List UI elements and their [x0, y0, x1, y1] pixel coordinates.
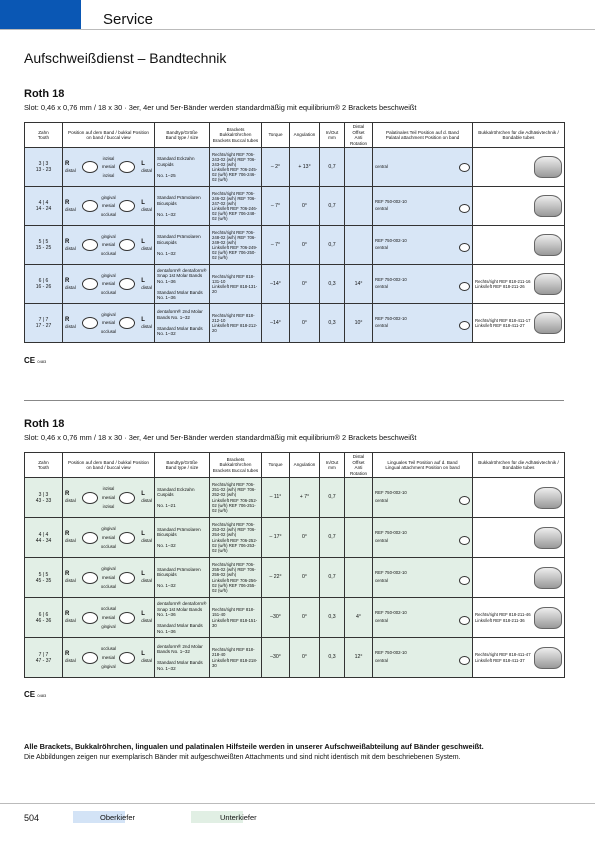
tooth-cell: 3 | 3 43 - 33: [25, 478, 63, 518]
tooth-cell: 7 | 7 47 - 37: [25, 638, 63, 678]
illustration-note: Die Abbildungen zeigen nur exemplarisch Bänder mit aufgeschweißten Attachments und sind nicht identisch mit dem beschriebenen System.: [24, 754, 461, 761]
inout-cell: 0,3: [320, 598, 345, 638]
tooth-shape-icon: [82, 652, 98, 664]
band-photo-icon: [534, 312, 562, 334]
band-photo-icon: [534, 156, 562, 178]
inout-cell: 0,7: [320, 226, 345, 265]
brackets-cell: Rechts/right REF 706-253-02 (w/h) REF 706-254-02 (w/h) Links/left REF 706-252-02 (w/h) REF 706-253-02 (w/h): [210, 518, 262, 558]
band-cell: Standard Prämolaren Bicuspids No. 1–32: [155, 187, 210, 226]
brackets-cell: Rechts/right REF 818-212-10 Links/left REF 818-212-20: [210, 304, 262, 343]
torque-cell: – 11°: [262, 478, 290, 518]
legend-lower-label: Unterkiefer: [220, 813, 257, 822]
lingual-cell: REF 750-002-10 central: [373, 478, 473, 518]
lingual-cell: REF 750-002-10 central: [373, 558, 473, 598]
tooth-shape-icon: [119, 612, 135, 624]
band-cell: Standard Prämolaren Bicuspids No. 1–32: [155, 558, 210, 598]
tooth-cell: 5 | 5 15 - 25: [25, 226, 63, 265]
tooth-cell: 3 | 3 13 - 23: [25, 148, 63, 187]
tooth-shape-icon: [119, 200, 135, 212]
offset-cell: [345, 478, 373, 518]
tooth-cell: 7 | 7 17 - 27: [25, 304, 63, 343]
upper-jaw-table: [24, 122, 565, 343]
band-cell: Standard Prämolaren Bicuspids No. 1–32: [155, 518, 210, 558]
tooth-shape-icon: [82, 278, 98, 290]
inout-cell: 0,7: [320, 478, 345, 518]
tooth-shape-icon: [82, 492, 98, 504]
attachment-icon: [459, 321, 470, 330]
inout-cell: 0,3: [320, 638, 345, 678]
angulation-cell: 0°: [290, 558, 320, 598]
lingual-cell: REF 750-002-10 central: [373, 518, 473, 558]
angulation-cell: + 13°: [290, 148, 320, 187]
offset-cell: [345, 518, 373, 558]
band-photo-icon: [534, 607, 562, 629]
attachment-icon: [459, 616, 470, 625]
position-cell: gingival R distal mesial L distal occlusal: [63, 265, 155, 304]
brackets-cell: Rechts/right REF 706-246-02 (w/h) REF 706-247-02 (w/h) Links/left REF 706-246-02 (w/h) REF 706-248-02 (w/h): [210, 187, 262, 226]
page-number: 504: [24, 813, 40, 823]
brackets-cell: Rechts/right REF 818-218-40 Links/left REF 818-218-30: [210, 638, 262, 678]
table-row: [25, 265, 565, 304]
table-header-row: [25, 453, 565, 478]
bottom-divider: [0, 803, 595, 804]
table-heading-lower: Roth 18: [24, 418, 65, 430]
position-cell: occlusal R distal mesial L distal gingival: [63, 598, 155, 638]
tooth-shape-icon: [82, 161, 98, 173]
torque-cell: –30°: [262, 638, 290, 678]
offset-cell: 10°: [345, 304, 373, 343]
tooth-shape-icon: [119, 652, 135, 664]
bondable-cell: Rechts/right REF 818-411-17 Links/left REF 818-411-27: [473, 304, 565, 343]
angulation-cell: + 7°: [290, 478, 320, 518]
brackets-cell: Rechts/right REF 818-131-10 Links/left REF 818-131-20: [210, 265, 262, 304]
ce-mark-lower: CE 0483: [24, 690, 47, 699]
col-band: Bandtyp/Größe Band type / size: [155, 123, 210, 148]
table-heading-upper: Roth 18: [24, 88, 65, 100]
table-row: [25, 478, 565, 518]
offset-cell: 12°: [345, 638, 373, 678]
tooth-shape-icon: [82, 239, 98, 251]
offset-cell: 4°: [345, 598, 373, 638]
lingual-cell: central: [373, 148, 473, 187]
attachment-icon: [459, 204, 470, 213]
angulation-cell: 0°: [290, 304, 320, 343]
attachment-icon: [459, 536, 470, 545]
position-cell: inzisal R distal mesial L distal inzisal: [63, 478, 155, 518]
section-title: Service: [103, 11, 154, 28]
brackets-cell: Rechts/right REF 706-255-02 (w/h) REF 706-256-02 (w/h) Links/left REF 706-256-02 (w/h) REF 706-255-02 (w/h): [210, 558, 262, 598]
col-offset: Distal Offset Anti Rotation: [345, 453, 373, 478]
bondable-cell: Rechts/right REF 818-211-16 Links/left REF 818-211-26: [473, 265, 565, 304]
torque-cell: – 17°: [262, 518, 290, 558]
torque-cell: – 22°: [262, 558, 290, 598]
band-photo-icon: [534, 647, 562, 669]
tooth-shape-icon: [82, 572, 98, 584]
page-title: Aufschweißdienst – Bandtechnik: [24, 50, 227, 66]
table-row: [25, 598, 565, 638]
torque-cell: – 2°: [262, 148, 290, 187]
col-torque: Torque: [262, 453, 290, 478]
bondable-cell: [473, 148, 565, 187]
table-row: [25, 558, 565, 598]
tooth-shape-icon: [119, 572, 135, 584]
tooth-shape-icon: [119, 161, 135, 173]
brackets-cell: Rechts/right REF 706-251-02 (w/h) REF 706-252-02 (w/h) Links/left REF 706-252-02 (w/h) REF 706-251-02 (w/h): [210, 478, 262, 518]
lingual-cell: REF 750-002-10 central: [373, 265, 473, 304]
band-cell: dentaform® dentaform® Snap 1st Molar Bands No. 1–36 Standard Molar Bands No. 1–36: [155, 598, 210, 638]
table-row: [25, 638, 565, 678]
band-cell: dentaform® 2nd Molar Bands No. 1–32 Standard Molar Bands No. 1–32: [155, 638, 210, 678]
col-tooth: Zahn Tooth: [25, 123, 63, 148]
table-row: [25, 304, 565, 343]
position-cell: inzisal R distal mesial L distal inzisal: [63, 148, 155, 187]
angulation-cell: 0°: [290, 518, 320, 558]
table-row: [25, 148, 565, 187]
bondable-cell: Rechts/right REF 818-211-46 Links/left REF 818-211-36: [473, 598, 565, 638]
band-cell: Standard Eckzahn Cuspids No. 1–25: [155, 148, 210, 187]
offset-cell: [345, 148, 373, 187]
attachment-icon: [459, 576, 470, 585]
tooth-shape-icon: [119, 239, 135, 251]
position-cell: gingival R distal mesial L distal occlusal: [63, 558, 155, 598]
top-divider: [0, 29, 595, 30]
offset-cell: [345, 226, 373, 265]
tooth-shape-icon: [82, 612, 98, 624]
brackets-cell: Rechts/right REF 818-151-40 Links/left REF 818-151-30: [210, 598, 262, 638]
tooth-cell: 4 | 4 44 - 34: [25, 518, 63, 558]
lingual-cell: REF 750-002-10 central: [373, 304, 473, 343]
table-row: [25, 187, 565, 226]
col-inout: In/Out mm: [320, 123, 345, 148]
col-band: Bandtyp/Größe Band type / size: [155, 453, 210, 478]
torque-cell: –14°: [262, 304, 290, 343]
band-photo-icon: [534, 273, 562, 295]
col-torque: Torque: [262, 123, 290, 148]
angulation-cell: 0°: [290, 265, 320, 304]
offset-cell: 14°: [345, 265, 373, 304]
col-brackets: Brackets Bukkalröhrchen Brackets Buccal tubes: [210, 123, 262, 148]
position-cell: gingival R distal mesial L distal occlusal: [63, 226, 155, 265]
welding-note: Alle Brackets, Bukkalröhrchen, lingualen und palatinalen Hilfsteile werden in unserer Aufschweißabteilung auf Bänder geschweißt.: [24, 742, 484, 751]
legend-upper-label: Oberkiefer: [100, 813, 136, 822]
angulation-cell: 0°: [290, 638, 320, 678]
inout-cell: 0,7: [320, 187, 345, 226]
band-photo-icon: [534, 487, 562, 509]
col-bondable: Bukkalröhrchen für die Adhäsivtechnik / Bondable tubes: [473, 123, 565, 148]
attachment-icon: [459, 656, 470, 665]
table-row: [25, 518, 565, 558]
inout-cell: 0,3: [320, 265, 345, 304]
band-cell: dentaform® 2nd Molar Bands No. 1–32 Standard Molar Bands No. 1–32: [155, 304, 210, 343]
band-cell: Standard Prämolaren Bicuspids No. 1–32: [155, 226, 210, 265]
band-photo-icon: [534, 527, 562, 549]
slot-info-lower: Slot: 0,46 x 0,76 mm / 18 x 30 · 3er, 4er und 5er-Bänder werden standardmäßig mit equilibrium® 2 Brackets beschweißt: [24, 433, 417, 442]
attachment-icon: [459, 243, 470, 252]
position-cell: gingival R distal mesial L distal occlusal: [63, 304, 155, 343]
tooth-shape-icon: [119, 278, 135, 290]
bondable-cell: [473, 187, 565, 226]
inout-cell: 0,7: [320, 558, 345, 598]
torque-cell: – 7°: [262, 187, 290, 226]
col-bondable: Bukkalröhrchen für die Adhäsivtechnik / Bondable tubes: [473, 453, 565, 478]
attachment-icon: [459, 282, 470, 291]
inout-cell: 0,3: [320, 304, 345, 343]
col-tooth: Zahn Tooth: [25, 453, 63, 478]
offset-cell: [345, 558, 373, 598]
tooth-cell: 5 | 5 45 - 35: [25, 558, 63, 598]
band-photo-icon: [534, 567, 562, 589]
tooth-cell: 6 | 6 16 - 26: [25, 265, 63, 304]
lingual-cell: REF 750-002-10 central: [373, 226, 473, 265]
section-tab: [0, 0, 81, 29]
bondable-cell: [473, 518, 565, 558]
tooth-shape-icon: [82, 532, 98, 544]
col-position: Position auf dem Band / bukkal Position on band / buccal view: [63, 123, 155, 148]
table-header-row: [25, 123, 565, 148]
lingual-cell: REF 750-002-10 central: [373, 638, 473, 678]
col-inout: In/Out mm: [320, 453, 345, 478]
tooth-shape-icon: [119, 492, 135, 504]
offset-cell: [345, 187, 373, 226]
angulation-cell: 0°: [290, 187, 320, 226]
angulation-cell: 0°: [290, 226, 320, 265]
table-row: [25, 226, 565, 265]
position-cell: occlusal R distal mesial L distal gingival: [63, 638, 155, 678]
col-offset: Distal Offset Anti Rotation: [345, 123, 373, 148]
angulation-cell: 0°: [290, 598, 320, 638]
col-position: Position auf dem Band / bukkal Position on band / buccal view: [63, 453, 155, 478]
col-lingual: Palatinales Teil Position auf d. Band Palatal attachment Position on band: [373, 123, 473, 148]
torque-cell: – 7°: [262, 226, 290, 265]
attachment-icon: [459, 496, 470, 505]
tooth-shape-icon: [82, 200, 98, 212]
lower-jaw-table: [24, 452, 565, 678]
col-lingual: Linguales Teil Position auf d. Band Lingual attachment Position on band: [373, 453, 473, 478]
position-cell: gingival R distal mesial L distal occlusal: [63, 518, 155, 558]
section-divider: [24, 400, 564, 401]
bondable-cell: [473, 558, 565, 598]
bondable-cell: Rechts/right REF 818-411-47 Links/left REF 818-411-37: [473, 638, 565, 678]
lingual-cell: REF 750-002-10 central: [373, 187, 473, 226]
band-cell: dentaform® dentaform® Snap 1st Molar Bands No. 1–36 Standard Molar Bands No. 1–36: [155, 265, 210, 304]
band-photo-icon: [534, 234, 562, 256]
col-brackets: Brackets Bukkalröhrchen Brackets Buccal tubes: [210, 453, 262, 478]
bondable-cell: [473, 226, 565, 265]
position-cell: gingival R distal mesial L distal occlusal: [63, 187, 155, 226]
tooth-shape-icon: [82, 317, 98, 329]
brackets-cell: Rechts/right REF 706-243-02 (w/h) REF 706-243-02 (w/h) Links/left REF 706-245-02 (w/h) REF 706-246-02 (w/h): [210, 148, 262, 187]
band-cell: Standard Eckzahn Cuspids No. 1–21: [155, 478, 210, 518]
tooth-cell: 4 | 4 14 - 24: [25, 187, 63, 226]
tooth-cell: 6 | 6 46 - 36: [25, 598, 63, 638]
col-angulation: Angulation: [290, 123, 320, 148]
torque-cell: –30°: [262, 598, 290, 638]
slot-info-upper: Slot: 0,46 x 0,76 mm / 18 x 30 · 3er, 4er und 5er-Bänder werden standardmäßig mit equilibrium® 2 Brackets beschweißt: [24, 103, 417, 112]
inout-cell: 0,7: [320, 148, 345, 187]
bondable-cell: [473, 478, 565, 518]
col-angulation: Angulation: [290, 453, 320, 478]
tooth-shape-icon: [119, 532, 135, 544]
attachment-icon: [459, 163, 470, 172]
tooth-shape-icon: [119, 317, 135, 329]
lingual-cell: REF 750-002-10 central: [373, 598, 473, 638]
brackets-cell: Rechts/right REF 706-248-02 (w/h) REF 706-249-02 (w/h) Links/left REF 706-249-02 (w/h) REF 706-250-02 (w/h): [210, 226, 262, 265]
band-photo-icon: [534, 195, 562, 217]
torque-cell: –14°: [262, 265, 290, 304]
inout-cell: 0,7: [320, 518, 345, 558]
ce-mark-upper: CE 0483: [24, 356, 47, 365]
